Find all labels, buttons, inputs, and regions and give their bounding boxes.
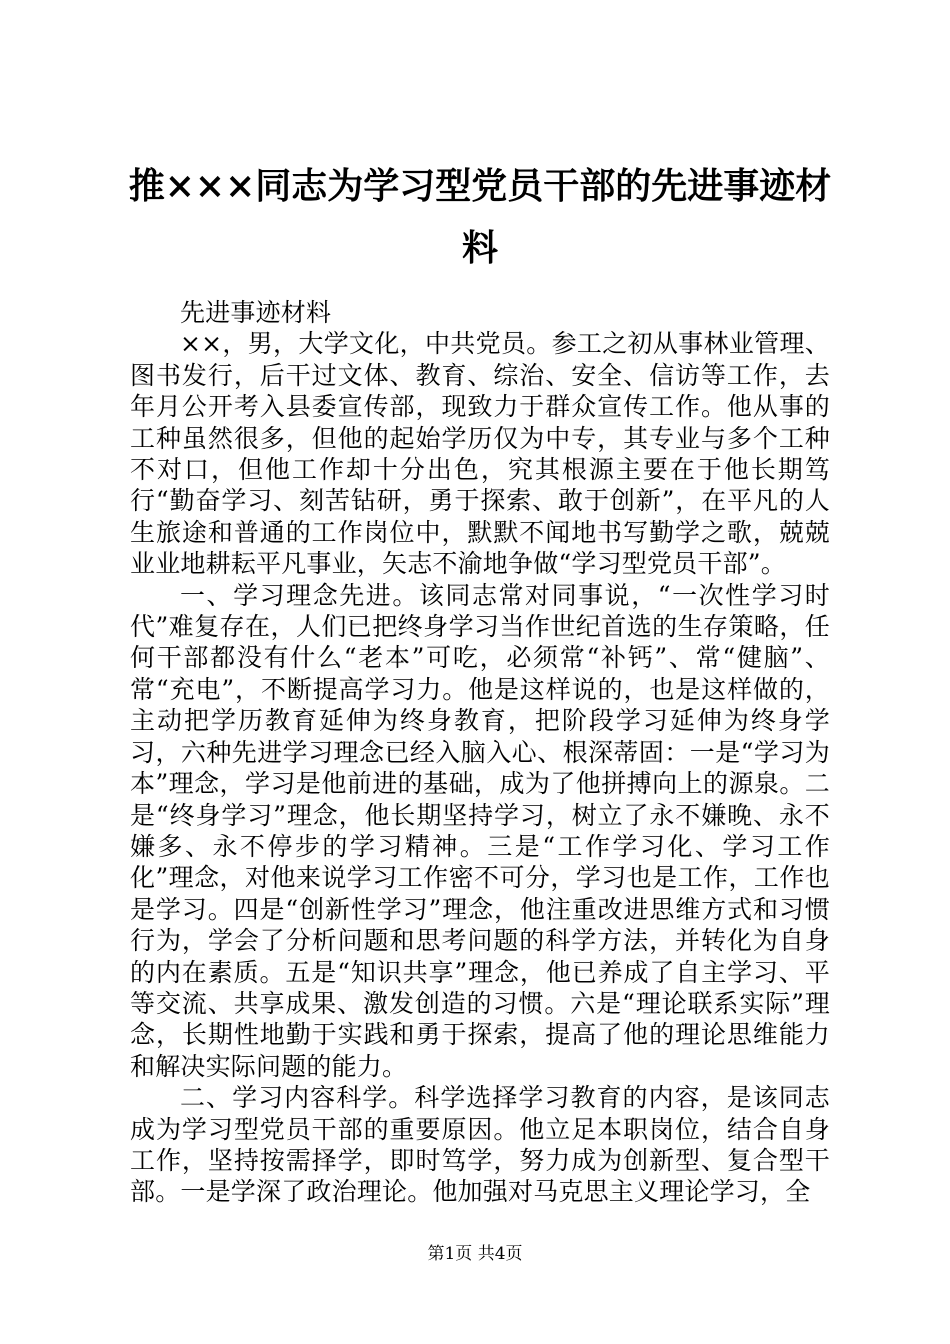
paragraph-section-1: 一、学习理念先进。该同志常对同事说，“一次性学习时代”难复存在，人们已把终身学习当作世纪首选的生存策略，任何干部都没有什么“老本”可吃，必须常“补钙”、常“健脑”、常“充电”，不断提高学习力。他是这样说的，也是这样做的，主动把学历教育延伸为终身教育，把阶段学习延伸为终身学习，六种先进学习理念已经入脑入心、根深蒂固：一是“学习为本”理念，学习是他前进的基础，成为了他拼搏向上的源泉。二是“终身学习”理念，他长期坚持学习，树立了永不嫌晚、永不嫌多、永不停步的学习精神。三是“工作学习化、学习工作化”理念，对他来说学习工作密不可分，学习也是工作，工作也是学习。四是“创新性学习”理念，他注重改进思维方式和习惯行为，学会了分析问题和思考问题的科学方法，并转化为自身的内在素质。五是“知识共享”理念，他已养成了自主学习、平等交流、共享成果、激发创造的习惯。六是“理论联系实际”理念，长期性地勤于实践和勇于探索，提高了他的理论思维能力和解决实际问题的能力。 [130, 580, 830, 1081]
page-footer: 第1页 共4页 [427, 1244, 523, 1264]
paragraph-section-2: 二、学习内容科学。科学选择学习教育的内容，是该同志成为学习型党员干部的重要原因。他立足本职岗位，结合自身工作，坚持按需择学，即时笃学，努力成为创新型、复合型干部。一是学深了政治理论。他加强对马克思主义理论学习，全 [130, 1083, 830, 1207]
document-body [130, 297, 830, 1208]
paragraph-heading: 先进事迹材料 [180, 298, 332, 327]
paragraph-intro: ××，男，大学文化，中共党员。参工之初从事林业管理、图书发行，后干过文体、教育、综治、安全、信访等工作，去年月公开考入县委宣传部，现致力于群众宣传工作。他从事的工种虽然很多，但他的起始学历仅为中专，其专业与多个工种不对口，但他工作却十分出色，究其根源主要在于他长期笃行“勤奋学习、刻苦钻研，勇于探索、敢于创新”，在平凡的人生旅途和普通的工作岗位中，默默不闻地书写勤学之歌，兢兢业业地耕耘平凡事业，矢志不渝地争做“学习型党员干部”。 [130, 329, 830, 579]
page-title: 推×××同志为学习型党员干部的先进事迹材料 [128, 165, 832, 269]
